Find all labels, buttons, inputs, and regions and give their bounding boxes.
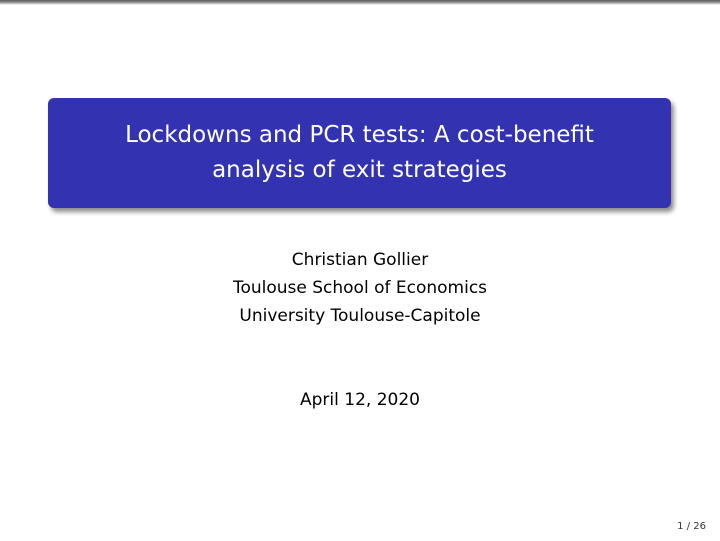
title-line-1: Lockdowns and PCR tests: A cost-benefit [125, 122, 594, 148]
author-name: Christian Gollier [291, 250, 429, 270]
author-affiliation-1: Toulouse School of Economics [232, 278, 488, 298]
author-affiliation-2: University Toulouse-Capitole [239, 306, 481, 326]
title-box [48, 98, 671, 208]
page-number: 1 / 26 [677, 521, 706, 532]
top-rule [0, 0, 720, 5]
author-block [0, 246, 720, 330]
title-line-2: analysis of exit strategies [212, 157, 507, 183]
presentation-date: April 12, 2020 [300, 390, 420, 410]
